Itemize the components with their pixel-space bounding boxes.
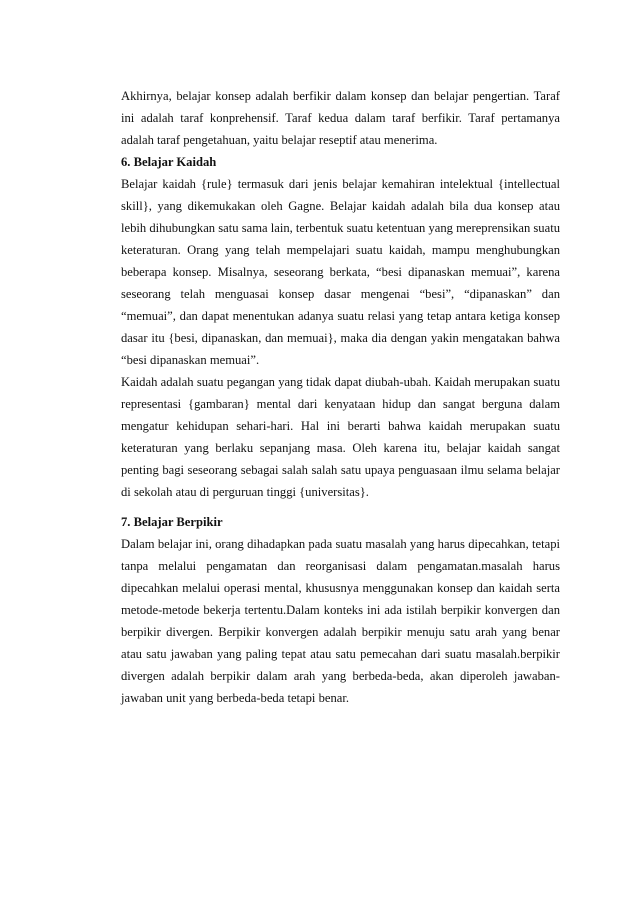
section-6-paragraph-2: Kaidah adalah suatu pegangan yang tidak dapat diubah-ubah. Kaidah merupakan suatu representasi {gambaran} mental dari kenyataan hidup dan sangat berguna dalam mengatur kehidupan sehari-hari. Hal ini berarti bahwa kaidah merupakan suatu keteraturan yang berlaku sepanjang masa. Oleh karena itu, belajar kaidah sangat penting bagi seseorang sebagai salah salah satu upaya penguasaan ilmu selama belajar di sekolah atau di perguruan tinggi {universitas}. (121, 375, 560, 499)
section-7-paragraph-1: Dalam belajar ini, orang dihadapkan pada suatu masalah yang harus dipecahkan, tetapi tanpa melalui pengamatan dan reorganisasi dalam pengamatan.masalah harus dipecahkan melalui operasi mental, khususnya menggunakan konsep dan kaidah serta metode-metode bekerja tertentu.Dalam konteks ini ada istilah berpikir konvergen dan berpikir divergen. Berpikir konvergen adalah berpikir menuju satu arah yang benar atau satu jawaban yang paling tepat atau satu pemecahan dari suatu masalah.berpikir divergen adalah berpikir dalam arah yang berbeda-beda, akan diperoleh jawaban-jawaban unit yang berbeda-beda tetapi benar. (121, 537, 560, 705)
section-6-paragraph-1: Belajar kaidah {rule} termasuk dari jenis belajar kemahiran intelektual {intellectual skill}, yang dikemukakan oleh Gagne. Belajar kaidah adalah bila dua konsep atau lebih dihubungkan satu sama lain, terbentuk suatu ketentuan yang mereprensikan suatu keteraturan. Orang yang telah mempelajari suatu kaidah, mampu menghubungkan beberapa konsep. Misalnya, seseorang berkata, “besi dipanaskan memuai”, karena seseorang telah menguasai konsep dasar mengenai “besi”, “dipanaskan” dan “memuai”, dan dapat menentukan adanya suatu relasi yang tetap antara ketiga konsep dasar itu {besi, dipanaskan, dan memuai}, maka dia dengan yakin mengatakan bahwa “besi dipanaskan memuai”. (121, 177, 560, 367)
section-spacer (121, 503, 560, 511)
section-6-heading: 6. Belajar Kaidah (121, 155, 217, 169)
section-7-heading: 7. Belajar Berpikir (121, 515, 223, 529)
intro-paragraph: Akhirnya, belajar konsep adalah berfikir dalam konsep dan belajar pengertian. Taraf ini adalah taraf konprehensif. Taraf kedua dalam taraf berfikir. Taraf pertamanya adalah taraf pengetahuan, yaitu belajar reseptif atau menerima. (121, 89, 560, 147)
document-body (121, 85, 560, 709)
